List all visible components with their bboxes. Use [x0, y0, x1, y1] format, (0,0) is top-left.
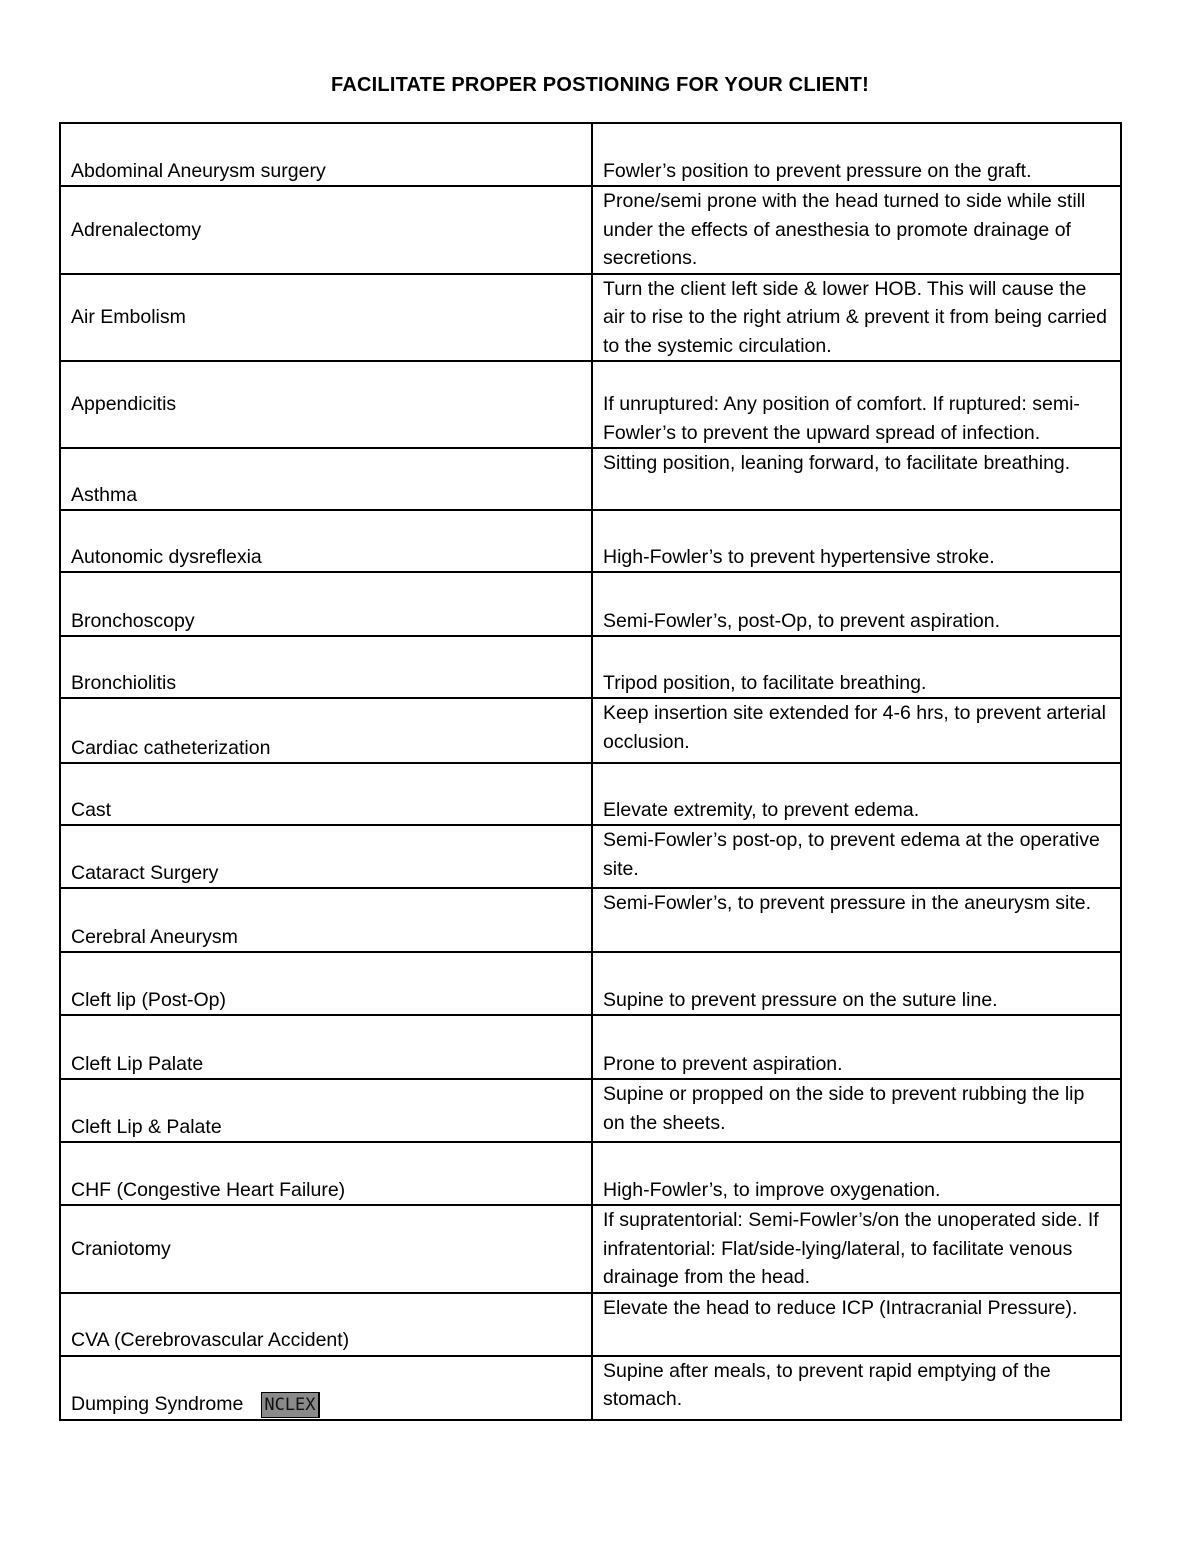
position-cell: High-Fowler’s to prevent hypertensive stroke. [592, 510, 1121, 572]
table-row [60, 361, 1121, 448]
table-row [60, 274, 1121, 362]
table-row [60, 636, 1121, 698]
table-row [60, 952, 1121, 1015]
page-title: FACILITATE PROPER POSTIONING FOR YOUR CLIENT! [331, 74, 869, 96]
table-row [60, 1293, 1121, 1356]
table-row [60, 698, 1121, 763]
positioning-table [59, 122, 1122, 1421]
position-cell: Semi-Fowler’s, post-Op, to prevent aspiration. [592, 572, 1121, 636]
position-cell: Prone/semi prone with the head turned to side while still under the effects of anesthesia to promote drainage of secretions. [592, 186, 1121, 274]
condition-cell: Cataract Surgery [60, 825, 592, 888]
condition-cell: Abdominal Aneurysm surgery [60, 123, 592, 186]
table-row [60, 1205, 1121, 1293]
position-cell: Elevate extremity, to prevent edema. [592, 763, 1121, 825]
position-cell: Tripod position, to facilitate breathing. [592, 636, 1121, 698]
condition-cell: Cast [60, 763, 592, 825]
condition-label: Dumping Syndrome [71, 1393, 244, 1415]
condition-cell: Asthma [60, 448, 592, 510]
position-cell: Prone to prevent aspiration. [592, 1015, 1121, 1079]
condition-cell: Cleft Lip Palate [60, 1015, 592, 1079]
position-cell: Supine or propped on the side to prevent rubbing the lip on the sheets. [592, 1079, 1121, 1142]
condition-cell: Cerebral Aneurysm [60, 888, 592, 952]
table-row [60, 572, 1121, 636]
condition-cell: Bronchoscopy [60, 572, 592, 636]
position-cell: High-Fowler’s, to improve oxygenation. [592, 1142, 1121, 1205]
condition-cell: Air Embolism [60, 274, 592, 362]
table-row [60, 888, 1121, 952]
table-row [60, 186, 1121, 274]
condition-cell: Appendicitis [60, 361, 592, 448]
position-cell: Elevate the head to reduce ICP (Intracranial Pressure). [592, 1293, 1121, 1356]
position-cell: Semi-Fowler’s post-op, to prevent edema at the operative site. [592, 825, 1121, 888]
table-row [60, 123, 1121, 186]
condition-cell: Craniotomy [60, 1205, 592, 1293]
table-row [60, 825, 1121, 888]
position-cell: Sitting position, leaning forward, to facilitate breathing. [592, 448, 1121, 510]
table-row [60, 1015, 1121, 1079]
condition-cell: Cleft Lip & Palate [60, 1079, 592, 1142]
position-cell: If supratentorial: Semi-Fowler’s/on the unoperated side. If infratentorial: Flat/side-lying/lateral, to facilitate venous drainage from the head. [592, 1205, 1121, 1293]
position-cell: If unruptured: Any position of comfort. If ruptured: semi-Fowler’s to prevent the upward spread of infection. [592, 361, 1121, 448]
position-cell: Fowler’s position to prevent pressure on the graft. [592, 123, 1121, 186]
table-row [60, 1079, 1121, 1142]
table-row [60, 448, 1121, 510]
nclex-badge: NCLEX [261, 1392, 319, 1418]
table-row [60, 1356, 1121, 1420]
condition-cell: Autonomic dysreflexia [60, 510, 592, 572]
condition-cell: Cleft lip (Post-Op) [60, 952, 592, 1015]
table-row [60, 763, 1121, 825]
table-row [60, 510, 1121, 572]
condition-cell: CVA (Cerebrovascular Accident) [60, 1293, 592, 1356]
position-cell: Semi-Fowler’s, to prevent pressure in the aneurysm site. [592, 888, 1121, 952]
condition-cell: Cardiac catheterization [60, 698, 592, 763]
condition-cell: Bronchiolitis [60, 636, 592, 698]
position-cell: Supine after meals, to prevent rapid emptying of the stomach. [592, 1356, 1121, 1420]
table-row [60, 1142, 1121, 1205]
condition-cell: CHF (Congestive Heart Failure) [60, 1142, 592, 1205]
position-cell: Supine to prevent pressure on the suture line. [592, 952, 1121, 1015]
condition-cell [60, 1356, 592, 1420]
position-cell: Keep insertion site extended for 4-6 hrs, to prevent arterial occlusion. [592, 698, 1121, 763]
position-cell: Turn the client left side & lower HOB. This will cause the air to rise to the right atrium & prevent it from being carried to the systemic circulation. [592, 274, 1121, 362]
condition-cell: Adrenalectomy [60, 186, 592, 274]
